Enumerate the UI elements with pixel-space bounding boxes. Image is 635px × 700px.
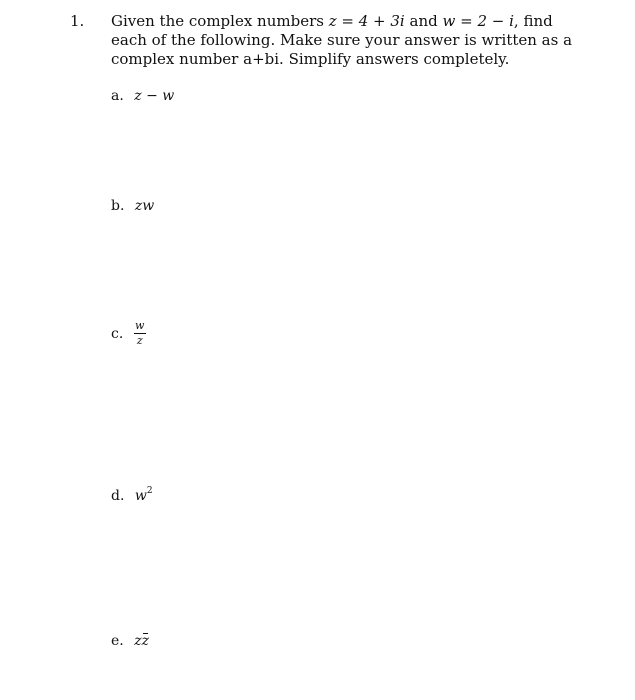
part-a-expression: z − w [134,88,175,104]
power-exponent: 2 [146,486,153,496]
part-d-letter: d. [111,488,125,504]
fraction-numerator: w [135,319,145,332]
part-c-letter: c. [111,325,124,342]
conjugate-bar [143,633,148,634]
part-d-expression [135,488,153,504]
prompt-rest: , find each of the following. Make sure your answer is written as a complex number a+bi. Simplify answers completely. [111,12,573,68]
z-term: z [134,633,142,649]
part-a [111,88,174,104]
part-b-letter: b. [111,198,125,214]
question-number: 1. [70,12,85,30]
conjugate-letter: z [141,633,149,649]
part-e-letter: e. [111,633,124,649]
question-prompt [111,12,581,69]
power-base: w [134,488,147,504]
prompt-connector: and [409,12,438,30]
part-d [111,486,153,504]
part-e-expression [134,633,149,649]
fraction-denominator: z [136,334,143,347]
z-definition: z = 4 + 3i [328,12,405,30]
part-a-letter: a. [111,88,124,104]
z-conjugate [142,633,149,649]
part-b-expression: zw [134,198,155,214]
part-c [111,320,146,347]
part-b [111,198,154,214]
part-e [111,633,149,649]
w-definition: w = 2 − i [442,12,514,30]
part-c-fraction [134,320,146,347]
prompt-intro: Given the complex numbers [111,12,324,30]
